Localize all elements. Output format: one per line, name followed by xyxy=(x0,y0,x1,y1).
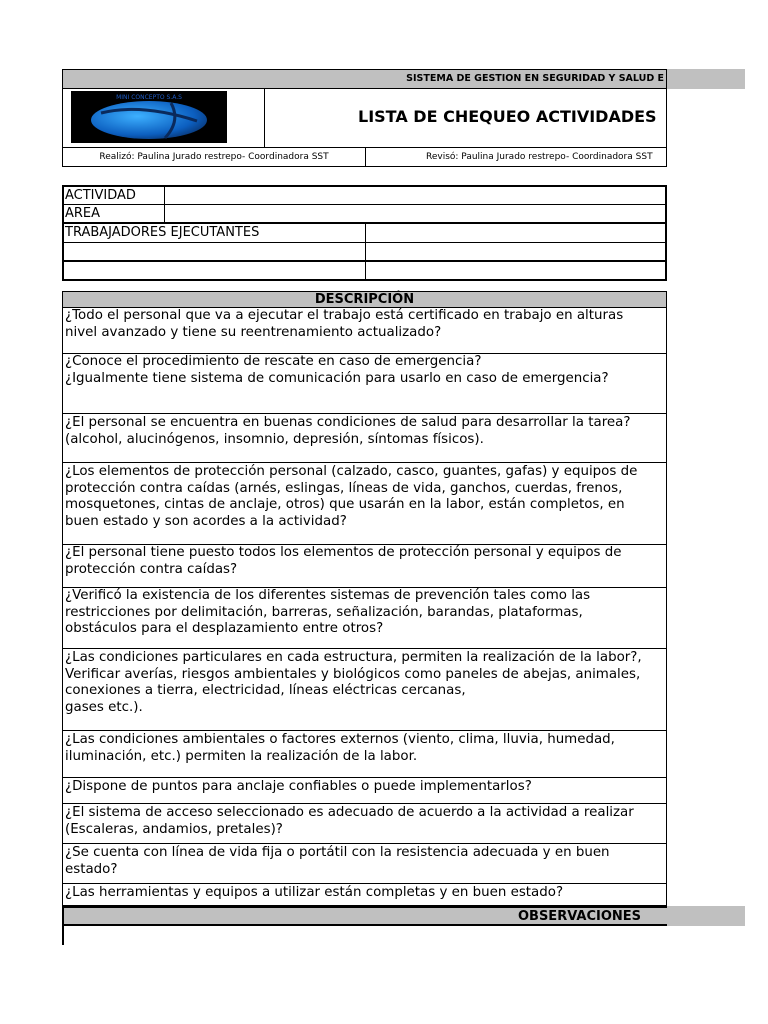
question-item xyxy=(62,308,667,354)
question-line: restricciones por delimitación, barreras, señalización, barandas, plataformas, xyxy=(65,604,583,620)
question-line: obstáculos para el desplazamiento entre otros? xyxy=(65,621,384,637)
observations-left-border xyxy=(62,926,64,945)
question-item xyxy=(62,731,667,778)
question-line: ¿Los elementos de protección personal (calzado, casco, guantes, gafas) y equipos de xyxy=(65,464,638,479)
question-line: ¿Conoce el procedimiento de rescate en caso de emergencia? xyxy=(65,354,482,369)
question-line: iluminación, etc.) permiten la realización de la labor. xyxy=(65,748,418,764)
worker-row-1 xyxy=(62,243,667,260)
question-item xyxy=(62,354,667,414)
document-title: LISTA DE CHEQUEO ACTIVIDADES xyxy=(264,88,667,148)
cell-divider xyxy=(365,224,366,242)
system-title: SISTEMA DE GESTION EN SEGURIDAD Y SALUD E xyxy=(62,69,667,89)
activity-row xyxy=(62,187,667,204)
question-line: (Escaleras, andamios, pretales)? xyxy=(65,821,283,837)
cell-divider xyxy=(164,187,165,204)
question-line: ¿El personal tiene puesto todos los elementos de protección personal y equipos de xyxy=(65,545,622,560)
question-line: ¿El sistema de acceso seleccionado es adecuado de acuerdo a la actividad a realizar xyxy=(65,805,634,820)
observations-band-extension xyxy=(667,906,745,926)
question-item xyxy=(62,884,667,906)
question-line: ¿Se cuenta con línea de vida fija o portátil con la resistencia adecuada y en buen xyxy=(65,845,610,860)
question-item xyxy=(62,778,667,804)
question-line: gases etc.). xyxy=(65,699,143,715)
question-line: nivel avanzado y tiene su reentrenamiento actualizado? xyxy=(65,324,442,340)
question-item xyxy=(62,844,667,884)
question-line: ¿Dispone de puntos para anclaje confiables o puede implementarlos? xyxy=(65,779,532,794)
question-item xyxy=(62,414,667,463)
question-line: mosquetones, cintas de anclaje, otros) que usarán en la labor, están completos, en xyxy=(65,497,625,513)
question-line: ¿Verificó la existencia de los diferentes sistemas de prevención tales como las xyxy=(65,588,591,603)
cell-divider xyxy=(365,262,366,279)
question-item xyxy=(62,588,667,649)
worker-row-2 xyxy=(62,262,667,279)
question-line: ¿El personal se encuentra en buenas condiciones de salud para desarrollar la tarea? xyxy=(65,415,631,430)
logo-cell xyxy=(62,88,265,148)
area-row xyxy=(62,205,667,222)
question-line: ¿Todo el personal que va a ejecutar el trabajo está certificado en trabajo en alturas xyxy=(65,308,624,323)
workers-row xyxy=(62,224,667,242)
question-line: ¿Igualmente tiene sistema de comunicación para usarlo en caso de emergencia? xyxy=(65,370,609,386)
question-line: ¿Las condiciones particulares en cada estructura, permiten la realización de la labor?, xyxy=(65,650,642,665)
description-header: DESCRIPCIÓN xyxy=(62,291,667,308)
question-line: protección contra caídas? xyxy=(65,561,238,577)
area-label: AREA xyxy=(65,206,101,221)
question-line: estado? xyxy=(65,861,118,877)
info-bottom-border xyxy=(62,279,667,281)
cell-divider xyxy=(365,243,366,260)
question-line: ¿Las condiciones ambientales o factores externos (viento, clima, lluvia, humedad, xyxy=(65,732,615,747)
question-line: protección contra caídas (arnés, eslingas, líneas de vida, ganchos, cuerdas, frenos, xyxy=(65,480,623,496)
question-item xyxy=(62,463,667,545)
workers-label: TRABAJADORES EJECUTANTES xyxy=(65,225,260,240)
made-by: Realizó: Paulina Jurado restrepo- Coordinadora SST xyxy=(62,148,366,167)
reviewed-by: Revisó: Paulina Jurado restrepo- Coordinadora SST xyxy=(365,148,667,167)
activity-label: ACTIVIDAD xyxy=(65,188,136,203)
question-line: ¿Las herramientas y equipos a utilizar están completas y en buen estado? xyxy=(65,885,564,900)
question-line: Verificar averías, riesgos ambientales y biológicos como paneles de abejas, animales, xyxy=(65,666,641,682)
question-line: buen estado y son acordes a la actividad? xyxy=(65,513,347,529)
question-line: (alcohol, alucinógenos, insomnio, depresión, síntomas físicos). xyxy=(65,431,484,447)
logo-text: MINI CONCEPTO S.A.S xyxy=(116,94,182,101)
cell-divider xyxy=(164,205,165,222)
question-item xyxy=(62,804,667,844)
observations-header: OBSERVACIONES xyxy=(62,906,667,926)
question-line: conexiones a tierra, electricidad, líneas eléctricas cercanas, xyxy=(65,683,466,699)
question-item xyxy=(62,649,667,731)
company-logo xyxy=(71,91,227,143)
header-band-extension xyxy=(667,69,745,89)
question-item xyxy=(62,545,667,588)
